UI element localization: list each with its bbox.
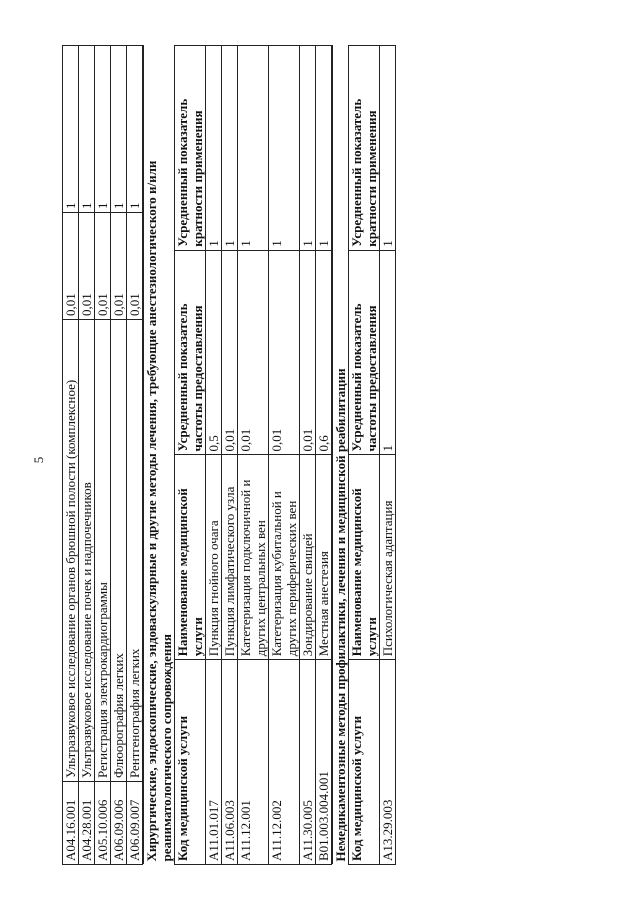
header-frequency: Усредненный показатель частоты предоставления — [349, 250, 380, 455]
service-name: Пункция лимфатического узла — [222, 455, 238, 660]
service-code: A04.28.001 — [79, 782, 95, 865]
multiplicity-value: 1 — [206, 46, 222, 251]
service-code: A11.06.003 — [222, 660, 238, 865]
multiplicity-value: 1 — [269, 46, 300, 251]
header-multiplicity: Усредненный показатель кратности применения — [349, 46, 380, 251]
service-code: A11.12.002 — [269, 660, 300, 865]
service-name: Регистрация электрокардиограммы — [95, 320, 111, 782]
service-name: Катетеризация кубитальной и других периферических вен — [269, 455, 300, 660]
multiplicity-value: 1 — [380, 46, 396, 251]
table-row — [111, 46, 127, 865]
service-code: A06.09.006 — [111, 782, 127, 865]
table-row — [79, 46, 95, 865]
service-code: A13.29.003 — [380, 660, 396, 865]
table-row — [269, 46, 300, 865]
table-row — [206, 46, 222, 865]
table-row — [127, 46, 143, 865]
frequency-value: 0,5 — [206, 250, 222, 455]
service-name: Ультразвуковое исследование органов брюшной полости (комплексное) — [63, 320, 79, 782]
block1-table — [62, 45, 143, 865]
multiplicity-value: 1 — [222, 46, 238, 251]
header-code: Код медицинской услуги — [175, 660, 206, 865]
frequency-value: 0,01 — [63, 213, 79, 320]
table-row — [95, 46, 111, 865]
block2-table — [143, 45, 332, 865]
frequency-value: 0,01 — [111, 213, 127, 320]
header-name: Наименование медицинской услуги — [175, 455, 206, 660]
frequency-value: 0,01 — [95, 213, 111, 320]
service-code: A11.01.017 — [206, 660, 222, 865]
header-multiplicity: Усредненный показатель кратности применения — [175, 46, 206, 251]
multiplicity-value: 1 — [79, 46, 95, 213]
service-code: A04.16.001 — [63, 782, 79, 865]
service-code: A11.12.001 — [238, 660, 269, 865]
frequency-value: 1 — [380, 250, 396, 455]
header-row — [175, 46, 206, 865]
frequency-value: 0,01 — [127, 213, 143, 320]
service-code: B01.003.004.001 — [316, 660, 332, 865]
header-name: Наименование медицинской услуги — [349, 455, 380, 660]
frequency-value: 0,01 — [238, 250, 269, 455]
multiplicity-value: 1 — [238, 46, 269, 251]
table-row — [238, 46, 269, 865]
section-title: Хирургические, эндоскопические, эндоваскулярные и другие методы лечения, требующие анестезиологического и/или реаниматологического сопровождения — [144, 46, 175, 865]
service-code: A06.09.007 — [127, 782, 143, 865]
frequency-value: 0,01 — [300, 250, 316, 455]
multiplicity-value: 1 — [316, 46, 332, 251]
frequency-value: 0,01 — [269, 250, 300, 455]
service-name: Местная анестезия — [316, 455, 332, 660]
table-row — [63, 46, 79, 865]
multiplicity-value: 1 — [95, 46, 111, 213]
multiplicity-value: 1 — [127, 46, 143, 213]
frequency-value: 0,01 — [79, 213, 95, 320]
service-name: Пункция гнойного очага — [206, 455, 222, 660]
table-row — [316, 46, 332, 865]
multiplicity-value: 1 — [111, 46, 127, 213]
block3-table — [332, 45, 396, 865]
multiplicity-value: 1 — [300, 46, 316, 251]
multiplicity-value: 1 — [63, 46, 79, 213]
header-row — [349, 46, 380, 865]
table-row — [300, 46, 316, 865]
page-number: 5 — [31, 456, 46, 464]
table-row — [222, 46, 238, 865]
frequency-value: 0,6 — [316, 250, 332, 455]
service-code: A11.30.005 — [300, 660, 316, 865]
section-title: Немедикаментозные методы профилактики, лечения и медицинской реабилитации — [333, 46, 349, 865]
services-table-sheet — [62, 45, 482, 865]
service-code: A05.10.006 — [95, 782, 111, 865]
section-title-row — [144, 46, 175, 865]
service-name: Ультразвуковое исследование почек и надпочечников — [79, 320, 95, 782]
service-name: Психологическая адаптация — [380, 455, 396, 660]
service-name: Катетеризация подключичной и других центральных вен — [238, 455, 269, 660]
header-frequency: Усредненный показатель частоты предоставления — [175, 250, 206, 455]
section-title-row — [333, 46, 349, 865]
frequency-value: 0,01 — [222, 250, 238, 455]
table-row — [380, 46, 396, 865]
service-name: Зондирование свищей — [300, 455, 316, 660]
service-name: Флюорография легких — [111, 320, 127, 782]
service-name: Рентгенография легких — [127, 320, 143, 782]
header-code: Код медицинской услуги — [349, 660, 380, 865]
